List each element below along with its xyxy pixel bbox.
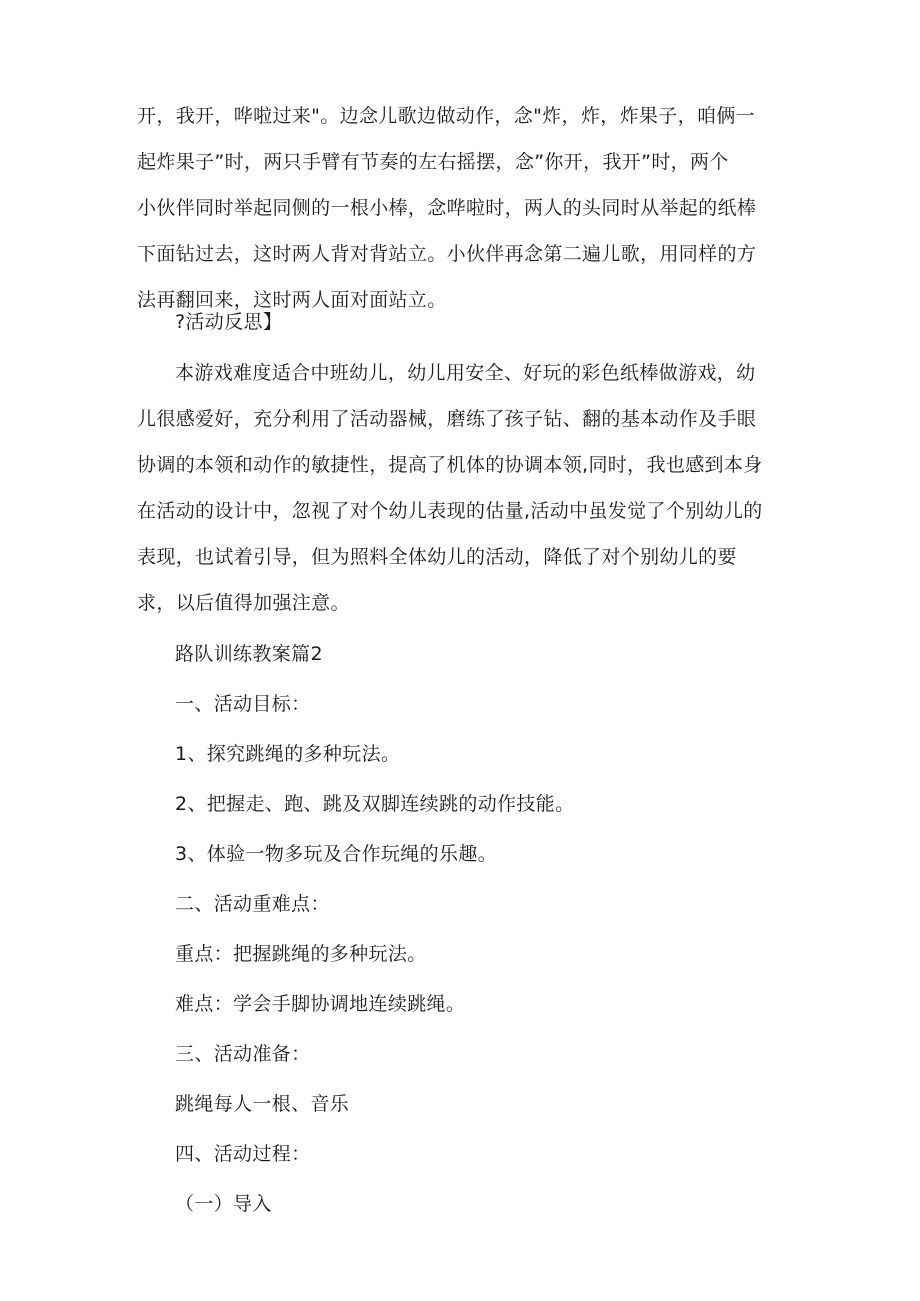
paragraph1-line-4: 下面钻过去，这时两人背对背站立。小伙伴再念第二遍儿歌，用同样的方 xyxy=(137,243,757,265)
preparation-heading: 三、活动准备： xyxy=(175,1043,311,1065)
goal-item-1: 1、探究跳绳的多种玩法。 xyxy=(175,743,401,765)
key-points-heading: 二、活动重难点： xyxy=(175,893,330,915)
paragraph1-line-5: 法再翻回来，这时两人面对面站立。 xyxy=(137,289,447,311)
paragraph2-line-4: 在活动的设计中，忽视了对个幼儿表现的估量,活动中虽发觉了个别幼儿的 xyxy=(137,500,763,522)
paragraph2-line-6: 求，以后值得加强注意。 xyxy=(137,592,350,614)
paragraph1-line-3: 小伙伴同时举起同侧的一根小棒，念哗啦时，两人的头同时从举起的纸棒 xyxy=(137,197,757,219)
preparation-text: 跳绳每人一根、音乐 xyxy=(175,1093,350,1115)
paragraph2-line-2: 儿很感爱好，充分利用了活动器械，磨练了孩子钻、翻的基本动作及手眼 xyxy=(137,408,757,430)
paragraph1-line-1: 开，我开，哗啦过来"。边念儿歌边做动作，念"炸，炸，炸果子，咱俩一 xyxy=(137,105,756,127)
process-step-1: （一）导入 xyxy=(175,1193,272,1215)
key-point: 重点：把握跳绳的多种玩法。 xyxy=(175,943,427,965)
goal-item-2: 2、把握走、跑、跳及双脚连续跳的动作技能。 xyxy=(175,793,575,815)
paragraph2-line-1: 本游戏难度适合中班幼儿，幼儿用安全、好玩的彩色纸棒做游戏，幼 xyxy=(175,362,756,384)
difficulty: 难点：学会手脚协调地连续跳绳。 xyxy=(175,993,466,1015)
paragraph2-line-5: 表现，也试着引导，但为照料全体幼儿的活动，降低了对个别幼儿的要 xyxy=(137,546,737,568)
goals-heading: 一、活动目标： xyxy=(175,693,311,715)
process-heading: 四、活动过程： xyxy=(175,1143,311,1165)
paragraph2-line-3: 协调的本领和动作的敏捷性，提高了机体的协调本领,同时，我也感到本身 xyxy=(137,454,763,476)
reflection-heading: ?活动反思】 xyxy=(175,311,283,333)
section-title: 路队训练教案篇2 xyxy=(175,643,323,665)
paragraph1-line-2: 起炸果子”时，两只手臂有节奏的左右摇摆，念”你开，我开”时，两个 xyxy=(137,151,729,173)
goal-item-3: 3、体验一物多玩及合作玩绳的乐趣。 xyxy=(175,843,498,865)
